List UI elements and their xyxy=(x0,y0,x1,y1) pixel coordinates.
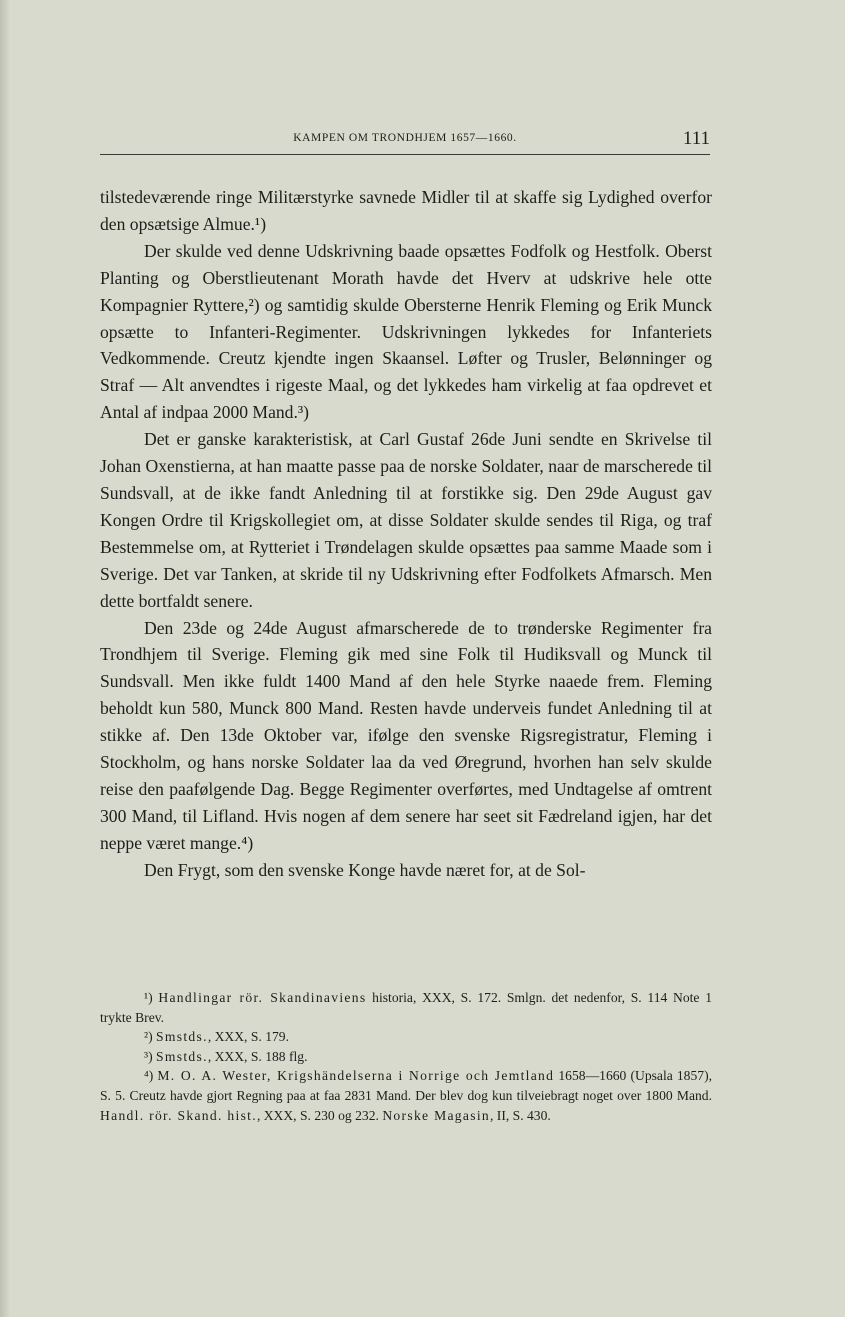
footnote xyxy=(100,988,712,1027)
footnote-source: Smstds. xyxy=(156,1029,208,1045)
footnote-text: , XXX, S. 188 flg. xyxy=(207,1048,308,1064)
footnote-marker: ¹) xyxy=(144,990,153,1005)
footnotes xyxy=(100,988,712,1125)
footnote-text: , XXX, S. 179. xyxy=(207,1029,290,1045)
paragraph: tilstedeværende ringe Militærstyrke savnede Midler til at skaffe sig Lydighed overfor den opsætsige Almue.¹) xyxy=(100,187,712,234)
paragraph: Den Frygt, som den svenske Konge havde næret for, at de Sol- xyxy=(144,859,586,880)
footnote-source: Smstds. xyxy=(156,1048,208,1064)
footnote-text: , XXX, S. 230 og 232. xyxy=(256,1107,383,1123)
footnote xyxy=(100,1066,712,1125)
footnote-marker: ²) xyxy=(144,1029,153,1045)
page-header xyxy=(100,120,710,155)
footnote-source: M. O. A. Wester, Krigshändelserna i Norrige och Jemtland xyxy=(157,1068,555,1084)
paragraph: Den 23de og 24de August afmarscherede de to trønderske Regimenter fra Trondhjem til Sverige. Fleming gik med sine Folk til Hudiksvall og Munck til Sundsvall. Men ikke fuldt 1400 Mand af den hele Styrke naaede frem. Fleming beholdt kun 580, Munck 800 Mand. Resten havde underveis fundet Anledning til at stikke af. Den 13de Oktober var, ifølge den svenske Rigsregistratur, Fleming i Stockholm, og hans norske Soldater laa da ved Øregrund, hvorhen han selv skulde reise den paafølgende Dag. Begge Regimenter overførtes, med Undtagelse af omtrent 300 Mand, til Lifland. Hvis nogen af dem senere har seet sit Fædreland igjen, har det neppe været mange.⁴) xyxy=(100,617,712,853)
footnote-text: historia, XXX, S. 172. Smlgn. det nedenfor, S. 114 Note 1 trykte Brev. xyxy=(100,990,712,1025)
paragraph: Det er ganske karakteristisk, at Carl Gustaf 26de Juni sendte en Skrivelse til Johan Oxenstierna, at han maatte passe paa de norske Soldater, naar de marscherede til Sundsvall, at de ikke fandt Anledning til at forstikke sig. Den 29de August gav Kongen Ordre til Krigskollegiet om, at disse Soldater skulde sendes til Riga, og traf Bestemmelse om, at Rytteriet i Trøndelagen skulde opsættes paa samme Maade som i Sverige. Det var Tanken, at skride til ny Udskrivning efter Fodfolkets Afmarsch. Men dette bortfaldt senere. xyxy=(100,429,712,611)
footnote xyxy=(100,1027,712,1047)
main-text xyxy=(100,184,712,884)
footnote-source: Handlingar rör. Skandinaviens xyxy=(158,990,367,1005)
footnote-text: 1658—1660 (Upsala 1857), S. 5. Creutz havde gjort Regning paa at faa 2831 Mand. Der blev dog kun tilveiebragt noget over 1800 Mand. xyxy=(100,1068,712,1103)
footnote-marker: ⁴) xyxy=(144,1068,154,1084)
footnote-text: , II, S. 430. xyxy=(490,1107,551,1123)
paragraph: Der skulde ved denne Udskrivning baade opsættes Fodfolk og Hestfolk. Oberst Planting og Oberstlieutenant Morath havde det Hverv at udskrive hele otte Kompagnier Ryttere,²) og samtidig skulde Obersterne Henrik Fleming og Erik Munck opsætte to Infanteri-Regimenter. Udskrivningen lykkedes for Infanteriets Vedkommende. Creutz kjendte ingen Skaansel. Løfter og Trusler, Belønninger og Straf — Alt anvendtes i rigeste Maal, og det lykkedes ham virkelig at faa opdrevet et Antal af indpaa 2000 Mand.³) xyxy=(100,240,712,423)
footnote-source: Norske Magasin xyxy=(382,1107,490,1123)
footnote xyxy=(100,1047,712,1067)
running-title: KAMPEN OM TRONDHJEM 1657—1660. xyxy=(293,132,517,144)
page-edge xyxy=(0,0,9,1317)
footnote-source: Handl. rör. Skand. hist. xyxy=(100,1107,257,1123)
page-number: 111 xyxy=(682,128,710,149)
footnote-marker: ³) xyxy=(144,1048,153,1064)
